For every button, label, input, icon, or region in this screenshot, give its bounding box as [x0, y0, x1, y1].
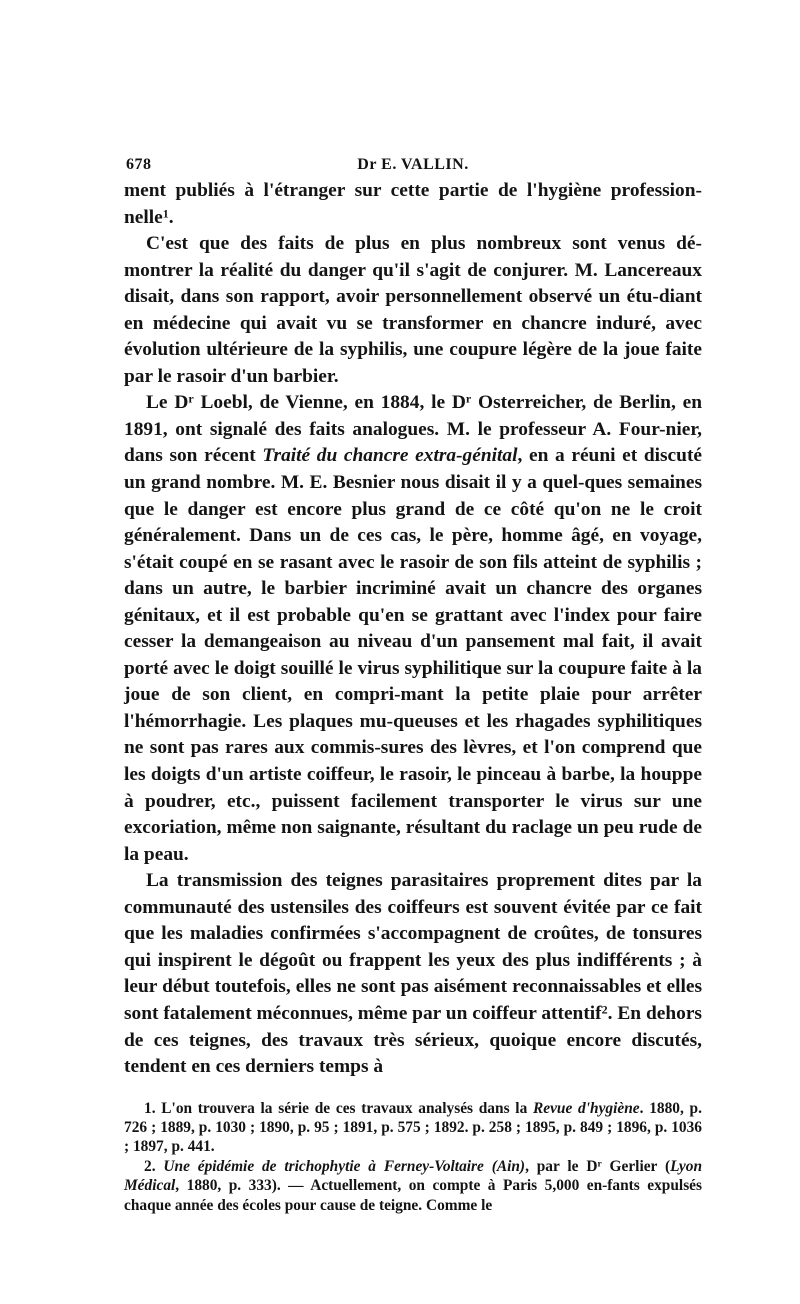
book-title-traite: Traité du chancre extra-génital [262, 445, 518, 467]
paragraph-teignes: La transmission des teignes parasitaires proprement dites par la communauté des ustensiles des coiffeurs est souvent évitée par ce fait que les maladies confirmées s'accompagnent de croûtes, de tonsures qui inspirent le dégoût ou frappent les yeux des plus indifférents ; à leur début toutefois, elles ne sont pas aisément reconnaissables et elles sont fatalement méconnues, même par un coiffeur attentif$^2$. En dehors de ces teignes, des travaux très sérieux, quoique encore discutés, tendent en ces derniers temps à [124, 870, 702, 1078]
footnote-ref-2[interactable]: 2 [601, 1002, 608, 1017]
body-text [124, 178, 702, 1081]
footnote-ref-1[interactable]: 1 [162, 206, 169, 221]
paragraph-lancereaux: C'est que des faits de plus en plus nombreux sont venus dé-montrer la réalité du danger qu'il s'agit de conjurer. M. Lancereaux disait, dans son rapport, avoir personnellement observé un étu-diant en médecine qui avait vu se transformer en chancre induré, avec évolution ultérieure de la syphilis, une coupure légère de la joue faite par le rasoir d'un barbier. [124, 233, 702, 387]
running-title: Dr E. VALLIN. [357, 156, 469, 173]
footnotes [124, 1099, 702, 1215]
footnote-1: 1. L'on trouvera la série de ces travaux analysés dans la Revue d'hygiène. 1880, p. 726 ; 1889, p. 1030 ; 1890, p. 95 ; 1891, p. 575 ; 1892. p. 258 ; 1895, p. 849 ; 1896, p. 1036 ; 1897, p. 441. [124, 1099, 702, 1156]
paragraph-continued: ment publiés à l'étranger sur cette partie de l'hygiène profession-nelle$^1$. [124, 180, 702, 228]
page-number: 678 [126, 156, 152, 173]
page-header [124, 152, 702, 178]
paragraph-loebl: Le $D^r$ Loebl, de Vienne, en 1884, le $D^r$ Osterreicher, de Berlin, en 1891, ont signalé des faits analogues. M. le professeur A. Four-nier, dans son récent Traité du chancre extra-génital, en a réuni et discuté un grand nombre. M. E. Besnier nous disait il y a quel-ques semaines que le danger est encore plus grand de ce côté qu'on ne le croit généralement. Dans un de ces cas, le père, homme âgé, en voyage, s'était coupé en se rasant avec le rasoir de son fils atteint de syphilis ; dans un autre, le barbier incriminé avait un chancre des organes génitaux, et il est probable qu'en se grattant avec l'index pour faire cesser la demangeaison au niveau d'un pansement mal fait, il avait porté avec le doigt souillé le virus syphilitique sur la coupure faite à la joue de son client, en compri-mant la petite plaie pour arrêter l'hémorrhagie. Les plaques mu-queuses et les rhagades syphilitiques ne sont pas rares aux commis-sures des lèvres, et l'on comprend que les doigts d'un artiste coiffeur, le rasoir, le pinceau à barbe, la houppe à poudrer, etc., puissent facilement transporter le virus sur une excoriation, même non saignante, résultant du raclage un peu rude de la peau. [124, 391, 703, 865]
footnote-2: 2. Une épidémie de trichophytie à Ferney-Voltaire (Ain), par le $D^r$ Gerlier (Lyon Médical, 1880, p. 333). — Actuellement, on compte à Paris 5,000 en-fants expulsés chaque année des écoles pour cause de teigne. Comme le [124, 1157, 703, 1214]
book-page [124, 152, 702, 1215]
